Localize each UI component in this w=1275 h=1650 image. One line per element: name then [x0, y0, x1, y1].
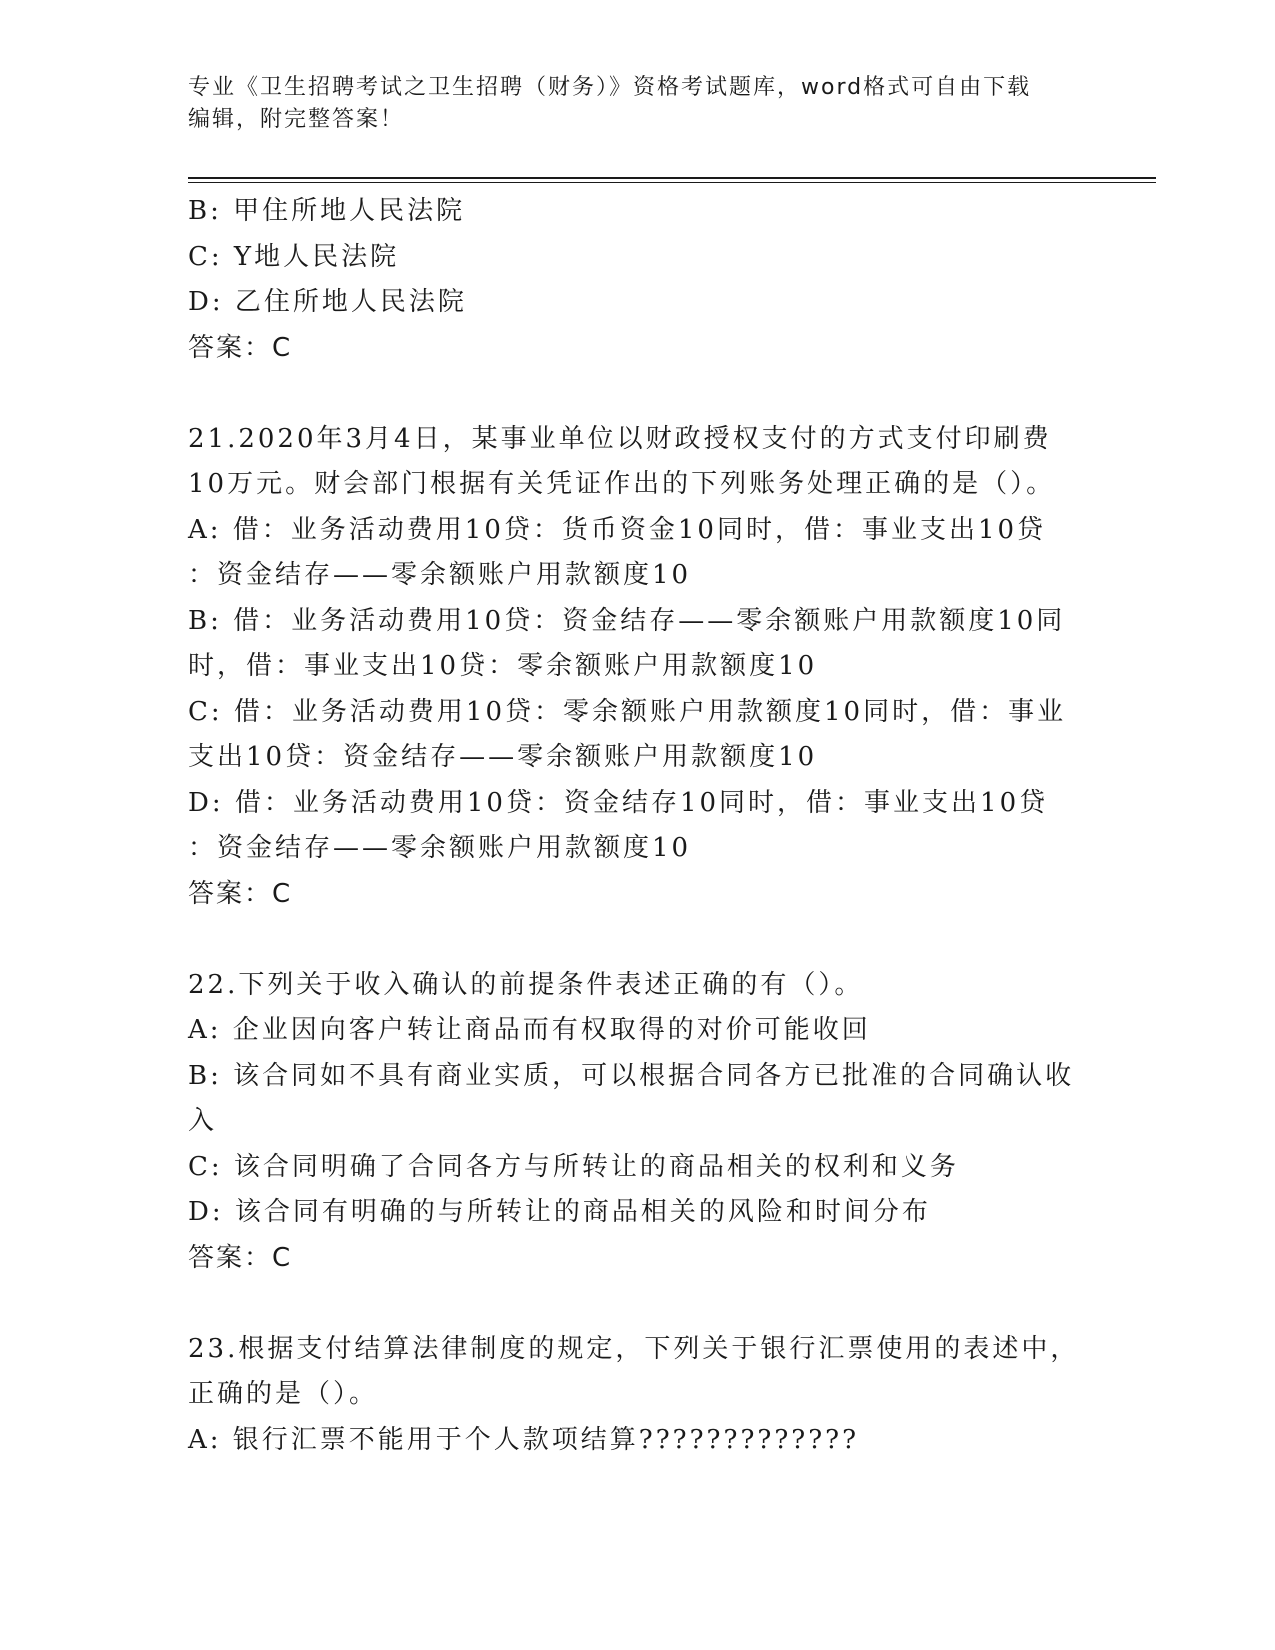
option-d: D: 借：业务活动费用10贷：资金结存10同时，借：事业支出10贷 [188, 787, 1049, 818]
option-d: D: 乙住所地人民法院 [188, 287, 467, 317]
option-b: B: 该合同如不具有商业实质，可以根据合同各方已批准的合同确认收 [188, 1060, 1075, 1091]
header-line-1: 专业《卫生招聘考试之卫生招聘（财务）》资格考试题库，word格式可自由下载 [188, 75, 1032, 100]
option-a: A: 企业因向客户转让商品而有权取得的对价可能收回 [188, 1015, 871, 1045]
question-21 [188, 417, 1078, 918]
question-stem: 正确的是（）。 [188, 1379, 379, 1409]
question-stem: 21.2020年3月4日，某事业单位以财政授权支付的方式支付印刷费 [188, 423, 1052, 454]
option-c: C: Y地人民法院 [188, 241, 400, 272]
header-divider-thick [188, 177, 1156, 179]
option-b: 时，借：事业支出10贷：零余额账户用款额度10 [188, 651, 818, 681]
option-b: 入 [188, 1106, 218, 1136]
document-header [188, 72, 1088, 136]
answer-label: 答案：C [188, 332, 293, 363]
header-divider-thin [188, 182, 1156, 183]
question-prev [188, 189, 1078, 371]
option-b: B: 借：业务活动费用10贷：资金结存——零余额账户用款额度10同 [188, 605, 1066, 636]
option-a: A: 银行汇票不能用于个人款项结算????????????? [188, 1424, 860, 1455]
option-c: C: 该合同明确了合同各方与所转让的商品相关的权利和义务 [188, 1151, 959, 1182]
answer-label: 答案：C [188, 878, 293, 909]
question-stem: 10万元。财会部门根据有关凭证作出的下列账务处理正确的是（）。 [188, 469, 1056, 499]
question-stem: 23.根据支付结算法律制度的规定，下列关于银行汇票使用的表述中， [188, 1333, 1080, 1364]
question-23 [188, 1327, 1078, 1464]
option-a: A: 借：业务活动费用10贷：货币资金10同时，借：事业支出10贷 [188, 514, 1047, 545]
question-spacer [188, 917, 1078, 963]
question-spacer [188, 371, 1078, 417]
answer-label: 答案：C [188, 1242, 293, 1273]
option-d: D: 该合同有明确的与所转让的商品相关的风险和时间分布 [188, 1197, 931, 1227]
question-content [188, 189, 1078, 1463]
option-c: C: 借：业务活动费用10贷：零余额账户用款额度10同时，借：事业 [188, 696, 1067, 727]
question-spacer [188, 1281, 1078, 1327]
option-a: ：资金结存——零余额账户用款额度10 [188, 560, 692, 590]
option-b: B: 甲住所地人民法院 [188, 196, 466, 226]
option-c: 支出10贷：资金结存——零余额账户用款额度10 [188, 742, 818, 772]
header-line-2: 编辑，附完整答案！ [188, 107, 405, 132]
option-d: ：资金结存——零余额账户用款额度10 [188, 833, 692, 863]
question-22 [188, 963, 1078, 1282]
question-stem: 22.下列关于收入确认的前提条件表述正确的有（）。 [188, 969, 864, 1000]
